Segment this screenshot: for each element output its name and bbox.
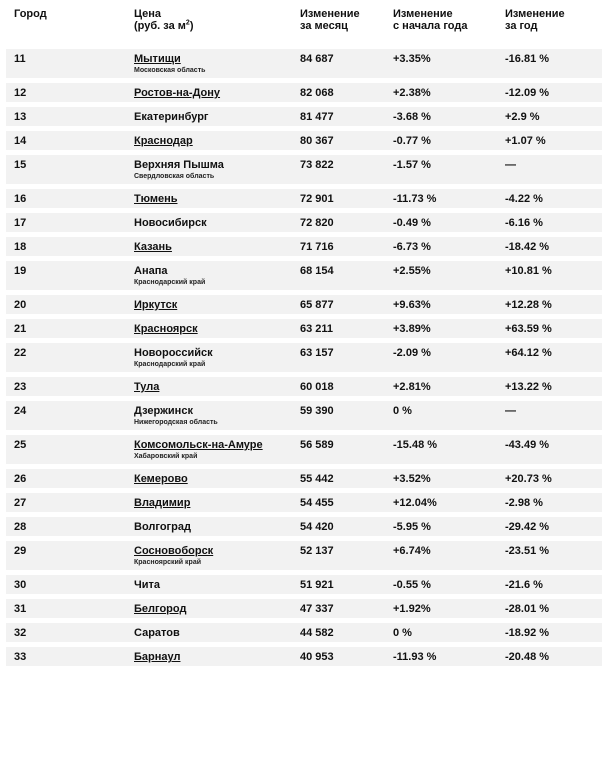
- ytd-change-cell: -11.73 %: [393, 193, 437, 205]
- year-change-cell: -4.22 %: [505, 193, 543, 205]
- header-year-line2: за год: [505, 20, 538, 32]
- ytd-change-cell: -15.48 %: [393, 439, 438, 451]
- year-change-cell: -12.09 %: [505, 87, 550, 99]
- city-cell: [134, 493, 300, 512]
- header-city: [6, 8, 134, 44]
- year-change-cell: +12.28 %: [505, 299, 552, 311]
- price-cell: 47 337: [300, 603, 334, 615]
- city-link[interactable]: Сосновоборск: [134, 545, 214, 557]
- header-month: [300, 8, 393, 44]
- region-name: Московская область: [134, 67, 206, 74]
- price-cell: 63 211: [300, 323, 334, 335]
- rank-cell: 11: [14, 53, 26, 65]
- city-link[interactable]: Иркутск: [134, 299, 178, 311]
- year-change-cell: -6.16 %: [505, 217, 543, 229]
- year-change-cell: —: [505, 159, 516, 171]
- rank-cell: 32: [14, 627, 27, 639]
- rank-cell: 21: [14, 323, 27, 335]
- ytd-change-cell: -2.09 %: [393, 347, 431, 359]
- price-cell: 84 687: [300, 53, 334, 65]
- region-name: Хабаровский край: [134, 453, 198, 460]
- year-change-cell: +20.73 %: [505, 473, 552, 485]
- price-cell: 51 921: [300, 579, 334, 591]
- year-change-cell: -18.92 %: [505, 627, 550, 639]
- price-cell: 73 822: [300, 159, 334, 171]
- city-cell: [134, 131, 300, 150]
- ytd-change-cell: -1.57 %: [393, 159, 431, 171]
- rank-cell: 22: [14, 347, 27, 359]
- price-cell: 44 582: [300, 627, 334, 639]
- table-row: [6, 434, 602, 464]
- city-name: Екатеринбург: [134, 111, 209, 123]
- rank-cell: 13: [14, 111, 27, 123]
- year-change-cell: -20.48 %: [505, 651, 550, 663]
- header-price-close: ): [189, 20, 194, 32]
- table-row: [6, 468, 602, 488]
- ytd-change-cell: +9.63%: [393, 299, 431, 311]
- price-cell: 40 953: [300, 651, 334, 663]
- city-name: Дзержинск: [134, 405, 193, 417]
- city-cell: [134, 237, 300, 256]
- rank-cell: 25: [14, 439, 27, 451]
- price-cell: 68 154: [300, 265, 334, 277]
- city-cell: [134, 377, 300, 396]
- city-link[interactable]: Мытищи: [134, 53, 181, 65]
- table-row: [6, 294, 602, 314]
- header-month-line1: Изменение: [300, 8, 360, 20]
- table-row: [6, 342, 602, 372]
- ytd-change-cell: +12.04%: [393, 497, 437, 509]
- year-change-cell: +13.22 %: [505, 381, 552, 393]
- year-change-cell: -18.42 %: [505, 241, 550, 253]
- city-link[interactable]: Кемерово: [134, 473, 188, 485]
- ytd-change-cell: -0.77 %: [393, 135, 431, 147]
- price-cell: 71 716: [300, 241, 334, 253]
- table-row: [6, 376, 602, 396]
- ytd-change-cell: -11.93 %: [393, 651, 437, 663]
- year-change-cell: -23.51 %: [505, 545, 550, 557]
- price-cell: 60 018: [300, 381, 334, 393]
- city-cell: [134, 189, 300, 208]
- city-cell: [134, 647, 300, 666]
- region-name: Нижегородская область: [134, 419, 218, 426]
- table-row: [6, 646, 602, 666]
- price-cell: 54 420: [300, 521, 334, 533]
- city-name: Верхняя Пышма: [134, 159, 224, 171]
- header-price-line2: (руб. за м: [134, 20, 186, 32]
- header-year-line1: Изменение: [505, 8, 565, 20]
- year-change-cell: +10.81 %: [505, 265, 552, 277]
- table-row: [6, 130, 602, 150]
- year-change-cell: +1.07 %: [505, 135, 546, 147]
- ytd-change-cell: +2.81%: [393, 381, 431, 393]
- rank-cell: 33: [14, 651, 27, 663]
- city-cell: [134, 599, 300, 618]
- header-ytd-line2: с начала года: [393, 20, 468, 32]
- table-body: [6, 48, 602, 666]
- rank-cell: 17: [14, 217, 27, 229]
- table-row: [6, 318, 602, 338]
- city-cell: [134, 575, 300, 594]
- rank-cell: 26: [14, 473, 27, 485]
- table-row: [6, 236, 602, 256]
- rank-cell: 27: [14, 497, 27, 509]
- price-cell: 82 068: [300, 87, 334, 99]
- header-year: [505, 8, 602, 44]
- ytd-change-cell: -3.68 %: [393, 111, 431, 123]
- city-cell: [134, 623, 300, 642]
- price-cell: 56 589: [300, 439, 334, 451]
- city-cell: [134, 319, 300, 338]
- rank-cell: 24: [14, 405, 27, 417]
- ytd-change-cell: +6.74%: [393, 545, 431, 557]
- rank-cell: 15: [14, 159, 27, 171]
- city-cell: [134, 469, 300, 488]
- price-cell: 55 442: [300, 473, 334, 485]
- header-city-label: Город: [14, 8, 47, 20]
- city-name: Чита: [134, 579, 160, 591]
- city-cell: [134, 401, 300, 430]
- table-row: [6, 188, 602, 208]
- price-cell: 72 901: [300, 193, 334, 205]
- city-name: Анапа: [134, 265, 168, 277]
- header-price: [134, 8, 300, 44]
- year-change-cell: —: [505, 405, 516, 417]
- ytd-change-cell: +3.89%: [393, 323, 431, 335]
- rank-cell: 16: [14, 193, 27, 205]
- rank-cell: 19: [14, 265, 27, 277]
- table-row: [6, 82, 602, 102]
- table-row: [6, 48, 602, 78]
- ytd-change-cell: -5.95 %: [393, 521, 431, 533]
- table-row: [6, 516, 602, 536]
- table-row: [6, 400, 602, 430]
- city-cell: [134, 261, 300, 290]
- ytd-change-cell: -0.55 %: [393, 579, 431, 591]
- year-change-cell: -2.98 %: [505, 497, 543, 509]
- table-row: [6, 574, 602, 594]
- table-row: [6, 622, 602, 642]
- city-cell: [134, 517, 300, 536]
- region-name: Красноярский край: [134, 559, 202, 566]
- rank-cell: 18: [14, 241, 27, 253]
- city-link[interactable]: Белгород: [134, 603, 187, 615]
- year-change-cell: +64.12 %: [505, 347, 552, 359]
- rank-cell: 14: [14, 135, 27, 147]
- table-row: [6, 106, 602, 126]
- city-link[interactable]: Комсомольск-на-Амуре: [134, 439, 263, 451]
- ytd-change-cell: -6.73 %: [393, 241, 431, 253]
- year-change-cell: -21.6 %: [505, 579, 543, 591]
- region-name: Краснодарский край: [134, 279, 206, 286]
- year-change-cell: -29.42 %: [505, 521, 550, 533]
- price-cell: 52 137: [300, 545, 334, 557]
- ytd-change-cell: +3.52%: [393, 473, 431, 485]
- header-price-sup: 2: [185, 19, 190, 27]
- price-cell: 63 157: [300, 347, 334, 359]
- price-cell: 59 390: [300, 405, 334, 417]
- city-cell: [134, 155, 300, 184]
- header-ytd: [393, 8, 505, 44]
- table-row: [6, 540, 602, 570]
- table-row: [6, 598, 602, 618]
- header-month-line2: за месяц: [300, 20, 348, 32]
- city-link[interactable]: Краснодар: [134, 135, 193, 147]
- city-cell: [134, 435, 300, 464]
- year-change-cell: -28.01 %: [505, 603, 550, 615]
- rank-cell: 31: [14, 603, 27, 615]
- city-name: Саратов: [134, 627, 180, 639]
- header-ytd-line1: Изменение: [393, 8, 453, 20]
- rank-cell: 23: [14, 381, 27, 393]
- table-row: [6, 212, 602, 232]
- ytd-change-cell: +3.35%: [393, 53, 431, 65]
- city-cell: [134, 295, 300, 314]
- city-link[interactable]: Тула: [134, 381, 160, 393]
- city-name: Новороссийск: [134, 347, 213, 359]
- table-header: [6, 0, 602, 44]
- price-cell: 65 877: [300, 299, 334, 311]
- city-cell: [134, 107, 300, 126]
- rank-cell: 28: [14, 521, 27, 533]
- city-link[interactable]: Владимир: [134, 497, 191, 509]
- price-cell: 54 455: [300, 497, 334, 509]
- city-link[interactable]: Казань: [134, 241, 172, 253]
- year-change-cell: -43.49 %: [505, 439, 550, 451]
- ytd-change-cell: +2.38%: [393, 87, 431, 99]
- rank-cell: 12: [14, 87, 27, 99]
- city-name: Новосибирск: [134, 217, 207, 229]
- ytd-change-cell: -0.49 %: [393, 217, 431, 229]
- city-cell: [134, 541, 300, 570]
- rank-cell: 29: [14, 545, 27, 557]
- table-row: [6, 154, 602, 184]
- price-cell: 72 820: [300, 217, 334, 229]
- ytd-change-cell: +1.92%: [393, 603, 431, 615]
- rank-cell: 30: [14, 579, 27, 591]
- city-cell: [134, 83, 300, 102]
- price-cell: 81 477: [300, 111, 334, 123]
- city-link[interactable]: Барнаул: [134, 651, 181, 663]
- rank-cell: 20: [14, 299, 27, 311]
- table-row: [6, 260, 602, 290]
- city-link[interactable]: Ростов-на-Дону: [134, 87, 221, 99]
- region-name: Свердловская область: [134, 173, 215, 180]
- region-name: Краснодарский край: [134, 361, 206, 368]
- ytd-change-cell: 0 %: [393, 627, 412, 639]
- city-link[interactable]: Красноярск: [134, 323, 198, 335]
- city-cell: [134, 343, 300, 372]
- ytd-change-cell: +2.55%: [393, 265, 431, 277]
- year-change-cell: +63.59 %: [505, 323, 552, 335]
- city-link[interactable]: Тюмень: [134, 193, 178, 205]
- city-name: Волгоград: [134, 521, 191, 533]
- header-price-line1: Цена: [134, 8, 162, 20]
- price-cell: 80 367: [300, 135, 334, 147]
- ytd-change-cell: 0 %: [393, 405, 412, 417]
- city-cell: [134, 213, 300, 232]
- table-row: [6, 492, 602, 512]
- year-change-cell: +2.9 %: [505, 111, 540, 123]
- city-cell: [134, 49, 300, 78]
- year-change-cell: -16.81 %: [505, 53, 550, 65]
- ranking-table: [6, 0, 602, 666]
